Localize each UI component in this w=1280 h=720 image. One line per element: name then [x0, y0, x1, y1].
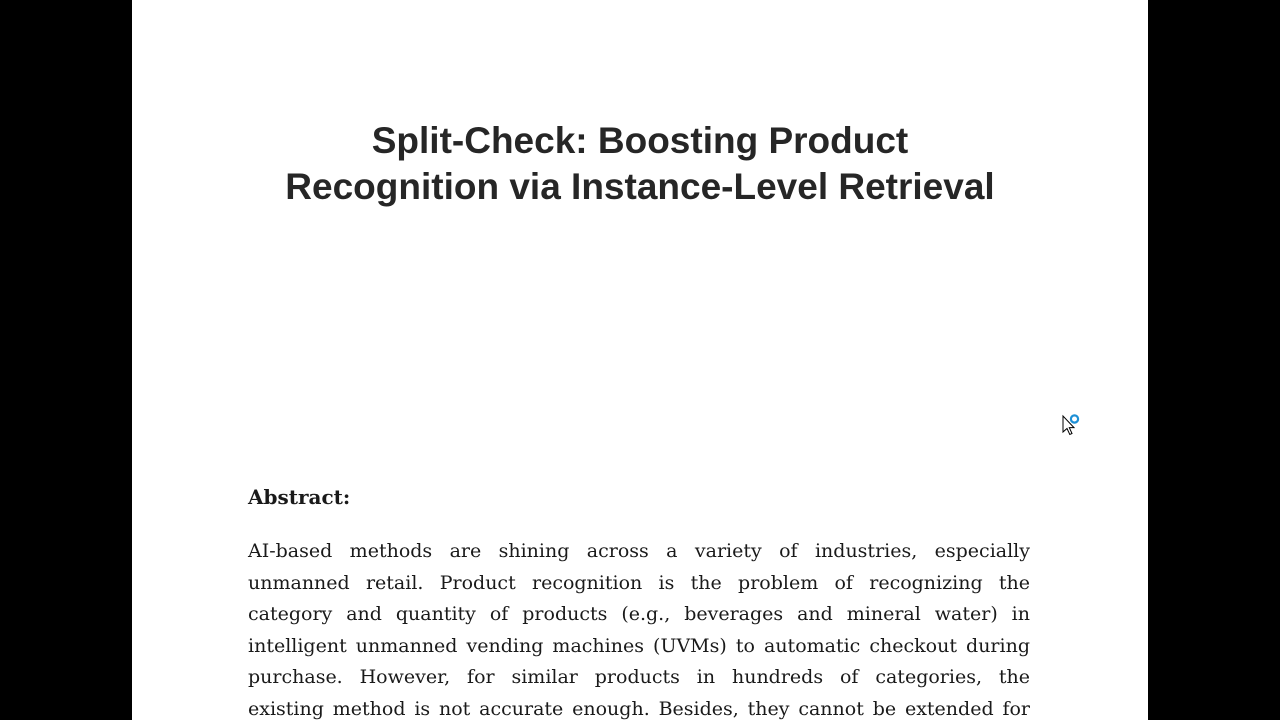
abstract-heading: Abstract: — [248, 485, 351, 509]
abstract-line: category and quantity of products (e.g., beverages and mineral water) in — [248, 603, 1030, 625]
abstract-line: intelligent unmanned vending machines (UVMs) to automatic checkout during — [248, 634, 1030, 657]
abstract-line: existing method is not accurate enough. Besides, they cannot be extended for — [248, 697, 1030, 720]
title-line: Split-Check: Boosting Product — [371, 120, 909, 161]
busy-pointer-icon — [1061, 414, 1085, 438]
abstract-line: unmanned retail. Product recognition is the problem of recognizing the — [248, 571, 1030, 594]
title-line: Recognition via Instance-Level Retrieval — [285, 166, 995, 207]
abstract-text — [248, 536, 1030, 720]
abstract-line: AI-based methods are shining across a variety of industries, especially — [248, 540, 1030, 562]
document-page — [132, 0, 1148, 720]
paper-title — [132, 118, 1148, 210]
abstract-line: purchase. However, for similar products in hundreds of categories, the — [248, 666, 1030, 688]
